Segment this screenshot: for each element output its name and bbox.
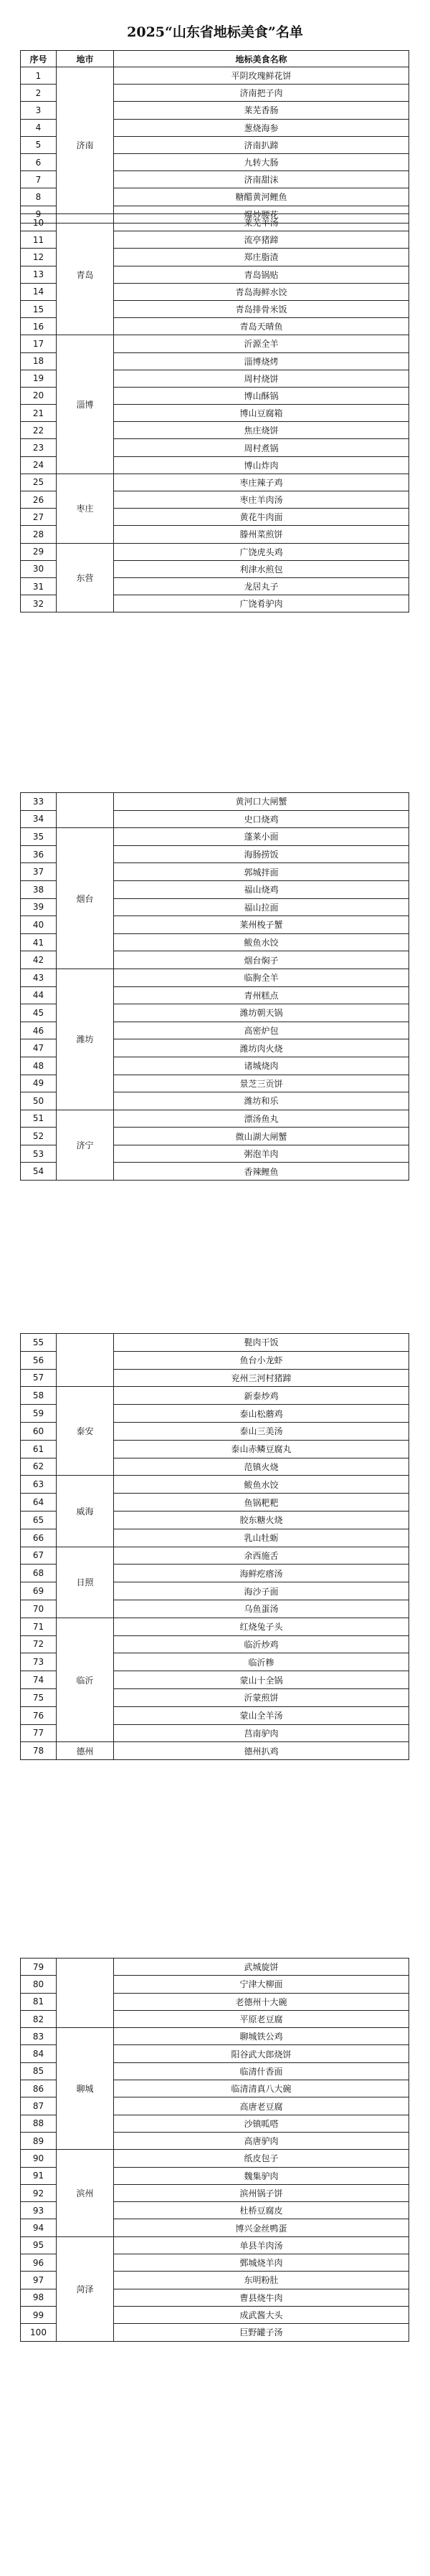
row-number: 95 xyxy=(21,2236,57,2254)
table-row xyxy=(21,1387,409,1405)
city-cell: 枣庄 xyxy=(57,474,114,543)
row-number: 31 xyxy=(21,577,57,595)
food-name: 郑庄脂渣 xyxy=(114,249,409,266)
row-number: 87 xyxy=(21,2097,57,2115)
city-cell: 聊城 xyxy=(57,2028,114,2150)
city-cell xyxy=(57,1959,114,2028)
row-number: 55 xyxy=(21,1334,57,1352)
food-name: 乌鱼蛋汤 xyxy=(114,1600,409,1618)
food-name: 潍坊和乐 xyxy=(114,1092,409,1110)
row-number: 70 xyxy=(21,1600,57,1618)
food-name: 沂源全羊 xyxy=(114,335,409,352)
food-name: 东明粉肚 xyxy=(114,2272,409,2289)
row-number: 58 xyxy=(21,1387,57,1405)
food-name: 焦庄烧饼 xyxy=(114,422,409,439)
row-number: 32 xyxy=(21,595,57,612)
row-number: 39 xyxy=(21,898,57,916)
food-name: 平阴玫瑰鲜花饼 xyxy=(114,67,409,85)
row-number: 19 xyxy=(21,370,57,387)
row-number: 11 xyxy=(21,231,57,249)
header-food: 地标美食名称 xyxy=(114,51,409,67)
food-name: 曹县烧牛肉 xyxy=(114,2289,409,2306)
row-number: 90 xyxy=(21,2150,57,2167)
row-number: 47 xyxy=(21,1039,57,1057)
city-cell: 泰安 xyxy=(57,1387,114,1476)
food-name: 蓬莱小面 xyxy=(114,828,409,846)
row-number: 69 xyxy=(21,1582,57,1600)
row-number: 37 xyxy=(21,863,57,881)
row-number: 14 xyxy=(21,283,57,300)
table-header-row xyxy=(21,51,409,67)
row-number: 23 xyxy=(21,439,57,456)
food-name: 青州糕点 xyxy=(114,986,409,1004)
row-number: 40 xyxy=(21,916,57,934)
row-number: 3 xyxy=(21,102,57,119)
food-name: 临朐全羊 xyxy=(114,969,409,986)
row-number: 98 xyxy=(21,2289,57,2306)
row-number: 9 xyxy=(21,206,57,223)
table-row xyxy=(21,793,409,811)
table-row xyxy=(21,1618,409,1635)
food-name: 博山豆腐箱 xyxy=(114,405,409,422)
food-name: 滕州菜煎饼 xyxy=(114,526,409,543)
food-name: 平原老豆腐 xyxy=(114,2010,409,2027)
food-name: 莱芜香肠 xyxy=(114,102,409,119)
food-name: 潍坊肉火烧 xyxy=(114,1039,409,1057)
row-number: 57 xyxy=(21,1369,57,1387)
food-name: 杜桥豆腐皮 xyxy=(114,2202,409,2219)
food-name: 莱州梭子蟹 xyxy=(114,916,409,934)
food-name: 滨州锅子饼 xyxy=(114,2184,409,2201)
row-number: 17 xyxy=(21,335,57,352)
food-name: 宁津大柳面 xyxy=(114,1976,409,1993)
food-name: 青岛锅贴 xyxy=(114,266,409,283)
row-number: 96 xyxy=(21,2254,57,2272)
row-number: 12 xyxy=(21,249,57,266)
table-row xyxy=(21,474,409,491)
food-name: 乳山牡蛎 xyxy=(114,1529,409,1547)
food-name: 福山拉面 xyxy=(114,898,409,916)
table-row xyxy=(21,1476,409,1494)
row-number: 10 xyxy=(21,214,57,231)
city-cell: 滨州 xyxy=(57,2150,114,2236)
city-cell: 潍坊 xyxy=(57,969,114,1110)
food-name: 海肠捞饭 xyxy=(114,845,409,863)
row-number: 29 xyxy=(21,543,57,560)
row-number: 94 xyxy=(21,2219,57,2236)
food-name: 红烧兔子头 xyxy=(114,1618,409,1635)
row-number: 8 xyxy=(21,188,57,206)
food-name: 九转大肠 xyxy=(114,153,409,170)
food-name: 糖醋黄河鲤鱼 xyxy=(114,188,409,206)
food-name: 高唐驴肉 xyxy=(114,2132,409,2149)
food-name: 周村烧饼 xyxy=(114,370,409,387)
city-cell: 青岛 xyxy=(57,214,114,335)
row-number: 43 xyxy=(21,969,57,986)
table-row xyxy=(21,828,409,846)
row-number: 25 xyxy=(21,474,57,491)
row-number: 76 xyxy=(21,1706,57,1724)
food-name: 阳谷武大郎烧饼 xyxy=(114,2045,409,2062)
table-row xyxy=(21,969,409,986)
food-name: 景芝三贡饼 xyxy=(114,1075,409,1092)
row-number: 71 xyxy=(21,1618,57,1635)
food-name: 高密炉包 xyxy=(114,1022,409,1039)
food-name: 博山炸肉 xyxy=(114,456,409,474)
row-number: 48 xyxy=(21,1057,57,1075)
row-number: 72 xyxy=(21,1635,57,1653)
table-row xyxy=(21,2028,409,2045)
row-number: 49 xyxy=(21,1075,57,1092)
row-number: 84 xyxy=(21,2045,57,2062)
row-number: 42 xyxy=(21,951,57,969)
table-row xyxy=(21,543,409,560)
row-number: 50 xyxy=(21,1092,57,1110)
row-number: 79 xyxy=(21,1959,57,1976)
food-name: 沂蒙煎饼 xyxy=(114,1688,409,1706)
food-name: 临沂糁 xyxy=(114,1653,409,1671)
row-number: 65 xyxy=(21,1511,57,1529)
food-name: 周村煮锅 xyxy=(114,439,409,456)
city-cell: 烟台 xyxy=(57,828,114,969)
food-name: 济南扒蹄 xyxy=(114,136,409,153)
food-name: 淄博烧烤 xyxy=(114,352,409,370)
table-row xyxy=(21,1547,409,1565)
food-name: 鲅鱼水饺 xyxy=(114,933,409,951)
row-number: 91 xyxy=(21,2167,57,2184)
food-name: 博山酥锅 xyxy=(114,387,409,404)
row-number: 16 xyxy=(21,318,57,335)
row-number: 15 xyxy=(21,300,57,317)
food-name: 黄花牛肉面 xyxy=(114,509,409,526)
food-name: 德州扒鸡 xyxy=(114,1742,409,1760)
food-list-table xyxy=(20,50,409,224)
food-name: 巨野罐子汤 xyxy=(114,2324,409,2341)
row-number: 63 xyxy=(21,1476,57,1494)
table-row xyxy=(21,214,409,231)
row-number: 44 xyxy=(21,986,57,1004)
food-name: 潍坊朝天锅 xyxy=(114,1004,409,1022)
row-number: 67 xyxy=(21,1547,57,1565)
food-name: 香辣鲤鱼 xyxy=(114,1163,409,1181)
row-number: 53 xyxy=(21,1145,57,1163)
food-name: 沙镇呱嗒 xyxy=(114,2115,409,2132)
food-name: 枣庄羊肉汤 xyxy=(114,491,409,509)
food-name: 高唐老豆腐 xyxy=(114,2097,409,2115)
row-number: 75 xyxy=(21,1688,57,1706)
row-number: 51 xyxy=(21,1110,57,1128)
food-name: 广饶肴驴肉 xyxy=(114,595,409,612)
food-name: 黄河口大闸蟹 xyxy=(114,793,409,811)
row-number: 4 xyxy=(21,119,57,136)
city-cell: 济南 xyxy=(57,67,114,224)
row-number: 92 xyxy=(21,2184,57,2201)
food-name: 龙居丸子 xyxy=(114,577,409,595)
row-number: 80 xyxy=(21,1976,57,1993)
city-cell xyxy=(57,793,114,828)
row-number: 100 xyxy=(21,2324,57,2341)
food-name: 青岛海鲜水饺 xyxy=(114,283,409,300)
food-name: 福山烧鸡 xyxy=(114,880,409,898)
food-name: 烟台焖子 xyxy=(114,951,409,969)
food-list-table xyxy=(20,1958,409,2342)
food-name: 郭城拌面 xyxy=(114,863,409,881)
row-number: 1 xyxy=(21,67,57,85)
food-name: 泰山赤鳞豆腐丸 xyxy=(114,1440,409,1458)
table-row xyxy=(21,1959,409,1976)
row-number: 41 xyxy=(21,933,57,951)
food-name: 爆炒腰花 xyxy=(114,206,409,223)
page-title: 2025“山东省地标美食”名单 xyxy=(127,24,303,40)
city-cell: 威海 xyxy=(57,1476,114,1547)
row-number: 54 xyxy=(21,1163,57,1181)
city-cell: 菏泽 xyxy=(57,2236,114,2341)
row-number: 18 xyxy=(21,352,57,370)
food-name: 鱼锅粑粑 xyxy=(114,1494,409,1512)
row-number: 85 xyxy=(21,2062,57,2080)
row-number: 7 xyxy=(21,171,57,188)
table-row xyxy=(21,67,409,85)
food-name: 葱烧海参 xyxy=(114,119,409,136)
food-name: 临沂炒鸡 xyxy=(114,1635,409,1653)
row-number: 61 xyxy=(21,1440,57,1458)
row-number: 34 xyxy=(21,810,57,828)
city-cell: 淄博 xyxy=(57,335,114,474)
food-name: 微山湖大闸蟹 xyxy=(114,1128,409,1145)
city-cell: 德州 xyxy=(57,1742,114,1760)
row-number: 68 xyxy=(21,1565,57,1582)
row-number: 59 xyxy=(21,1405,57,1423)
row-number: 21 xyxy=(21,405,57,422)
food-name: 魏集驴肉 xyxy=(114,2167,409,2184)
row-number: 26 xyxy=(21,491,57,509)
row-number: 36 xyxy=(21,845,57,863)
header-city: 地市 xyxy=(57,51,114,67)
row-number: 22 xyxy=(21,422,57,439)
row-number: 27 xyxy=(21,509,57,526)
food-name: 济南把子肉 xyxy=(114,85,409,102)
food-name: 胶东糖火烧 xyxy=(114,1511,409,1529)
food-name: 范镇火烧 xyxy=(114,1458,409,1476)
food-name: 海鲜疙瘩汤 xyxy=(114,1565,409,1582)
row-number: 38 xyxy=(21,880,57,898)
food-name: 漂汤鱼丸 xyxy=(114,1110,409,1128)
row-number: 33 xyxy=(21,793,57,811)
row-number: 6 xyxy=(21,153,57,170)
food-list-table xyxy=(20,792,409,1181)
row-number: 64 xyxy=(21,1494,57,1512)
table-row xyxy=(21,2236,409,2254)
row-number: 99 xyxy=(21,2306,57,2323)
row-number: 83 xyxy=(21,2028,57,2045)
row-number: 86 xyxy=(21,2080,57,2097)
food-name: 成武酱大头 xyxy=(114,2306,409,2323)
food-name: 青岛天晴鱼 xyxy=(114,318,409,335)
food-name: 鲅鱼水饺 xyxy=(114,1476,409,1494)
food-name: 诸城烧肉 xyxy=(114,1057,409,1075)
food-name: 粥泡羊肉 xyxy=(114,1145,409,1163)
table-row xyxy=(21,1334,409,1352)
food-name: 泰山三美汤 xyxy=(114,1422,409,1440)
row-number: 60 xyxy=(21,1422,57,1440)
food-name: 枣庄辣子鸡 xyxy=(114,474,409,491)
row-number: 24 xyxy=(21,456,57,474)
city-cell: 东营 xyxy=(57,543,114,612)
food-list-table xyxy=(20,213,409,612)
row-number: 73 xyxy=(21,1653,57,1671)
header-no: 序号 xyxy=(21,51,57,67)
food-name: 莒南驴肉 xyxy=(114,1724,409,1742)
row-number: 89 xyxy=(21,2132,57,2149)
row-number: 45 xyxy=(21,1004,57,1022)
food-name: 鱼台小龙虾 xyxy=(114,1351,409,1369)
food-name: 纸皮包子 xyxy=(114,2150,409,2167)
food-name: 利津水煎包 xyxy=(114,560,409,577)
food-name: 武城旋饼 xyxy=(114,1959,409,1976)
row-number: 56 xyxy=(21,1351,57,1369)
table-row xyxy=(21,1742,409,1760)
table-row xyxy=(21,1110,409,1128)
food-name: 单县羊肉汤 xyxy=(114,2236,409,2254)
food-name: 余西施舌 xyxy=(114,1547,409,1565)
table-row xyxy=(21,2150,409,2167)
row-number: 62 xyxy=(21,1458,57,1476)
food-name: 新泰炒鸡 xyxy=(114,1387,409,1405)
city-cell: 日照 xyxy=(57,1547,114,1618)
food-name: 济南甜沫 xyxy=(114,171,409,188)
row-number: 66 xyxy=(21,1529,57,1547)
food-name: 聊城铁公鸡 xyxy=(114,2028,409,2045)
food-name: 流亭猪蹄 xyxy=(114,231,409,249)
row-number: 77 xyxy=(21,1724,57,1742)
food-name: 鄄城烧羊肉 xyxy=(114,2254,409,2272)
food-name: 莱芜羊汤 xyxy=(114,214,409,231)
row-number: 82 xyxy=(21,2010,57,2027)
row-number: 2 xyxy=(21,85,57,102)
food-name: 临清什香面 xyxy=(114,2062,409,2080)
city-cell: 临沂 xyxy=(57,1618,114,1742)
food-name: 老德州十大碗 xyxy=(114,1993,409,2010)
food-name: 甏肉干饭 xyxy=(114,1334,409,1352)
food-name: 蒙山十全锅 xyxy=(114,1671,409,1689)
food-list-table xyxy=(20,1333,409,1760)
food-name: 临清清真八大碗 xyxy=(114,2080,409,2097)
row-number: 97 xyxy=(21,2272,57,2289)
food-name: 蒙山全羊汤 xyxy=(114,1706,409,1724)
food-name: 博兴金丝鸭蛋 xyxy=(114,2219,409,2236)
row-number: 52 xyxy=(21,1128,57,1145)
table-row xyxy=(21,335,409,352)
row-number: 35 xyxy=(21,828,57,846)
row-number: 20 xyxy=(21,387,57,404)
row-number: 88 xyxy=(21,2115,57,2132)
row-number: 46 xyxy=(21,1022,57,1039)
row-number: 74 xyxy=(21,1671,57,1689)
row-number: 93 xyxy=(21,2202,57,2219)
city-cell xyxy=(57,1334,114,1387)
food-name: 史口烧鸡 xyxy=(114,810,409,828)
row-number: 30 xyxy=(21,560,57,577)
food-name: 广饶虎头鸡 xyxy=(114,543,409,560)
food-name: 青岛排骨米饭 xyxy=(114,300,409,317)
row-number: 28 xyxy=(21,526,57,543)
row-number: 5 xyxy=(21,136,57,153)
food-name: 海沙子面 xyxy=(114,1582,409,1600)
row-number: 78 xyxy=(21,1742,57,1760)
food-name: 泰山松蘑鸡 xyxy=(114,1405,409,1423)
city-cell: 济宁 xyxy=(57,1110,114,1180)
food-name: 兖州三河村猪蹄 xyxy=(114,1369,409,1387)
row-number: 81 xyxy=(21,1993,57,2010)
row-number: 13 xyxy=(21,266,57,283)
